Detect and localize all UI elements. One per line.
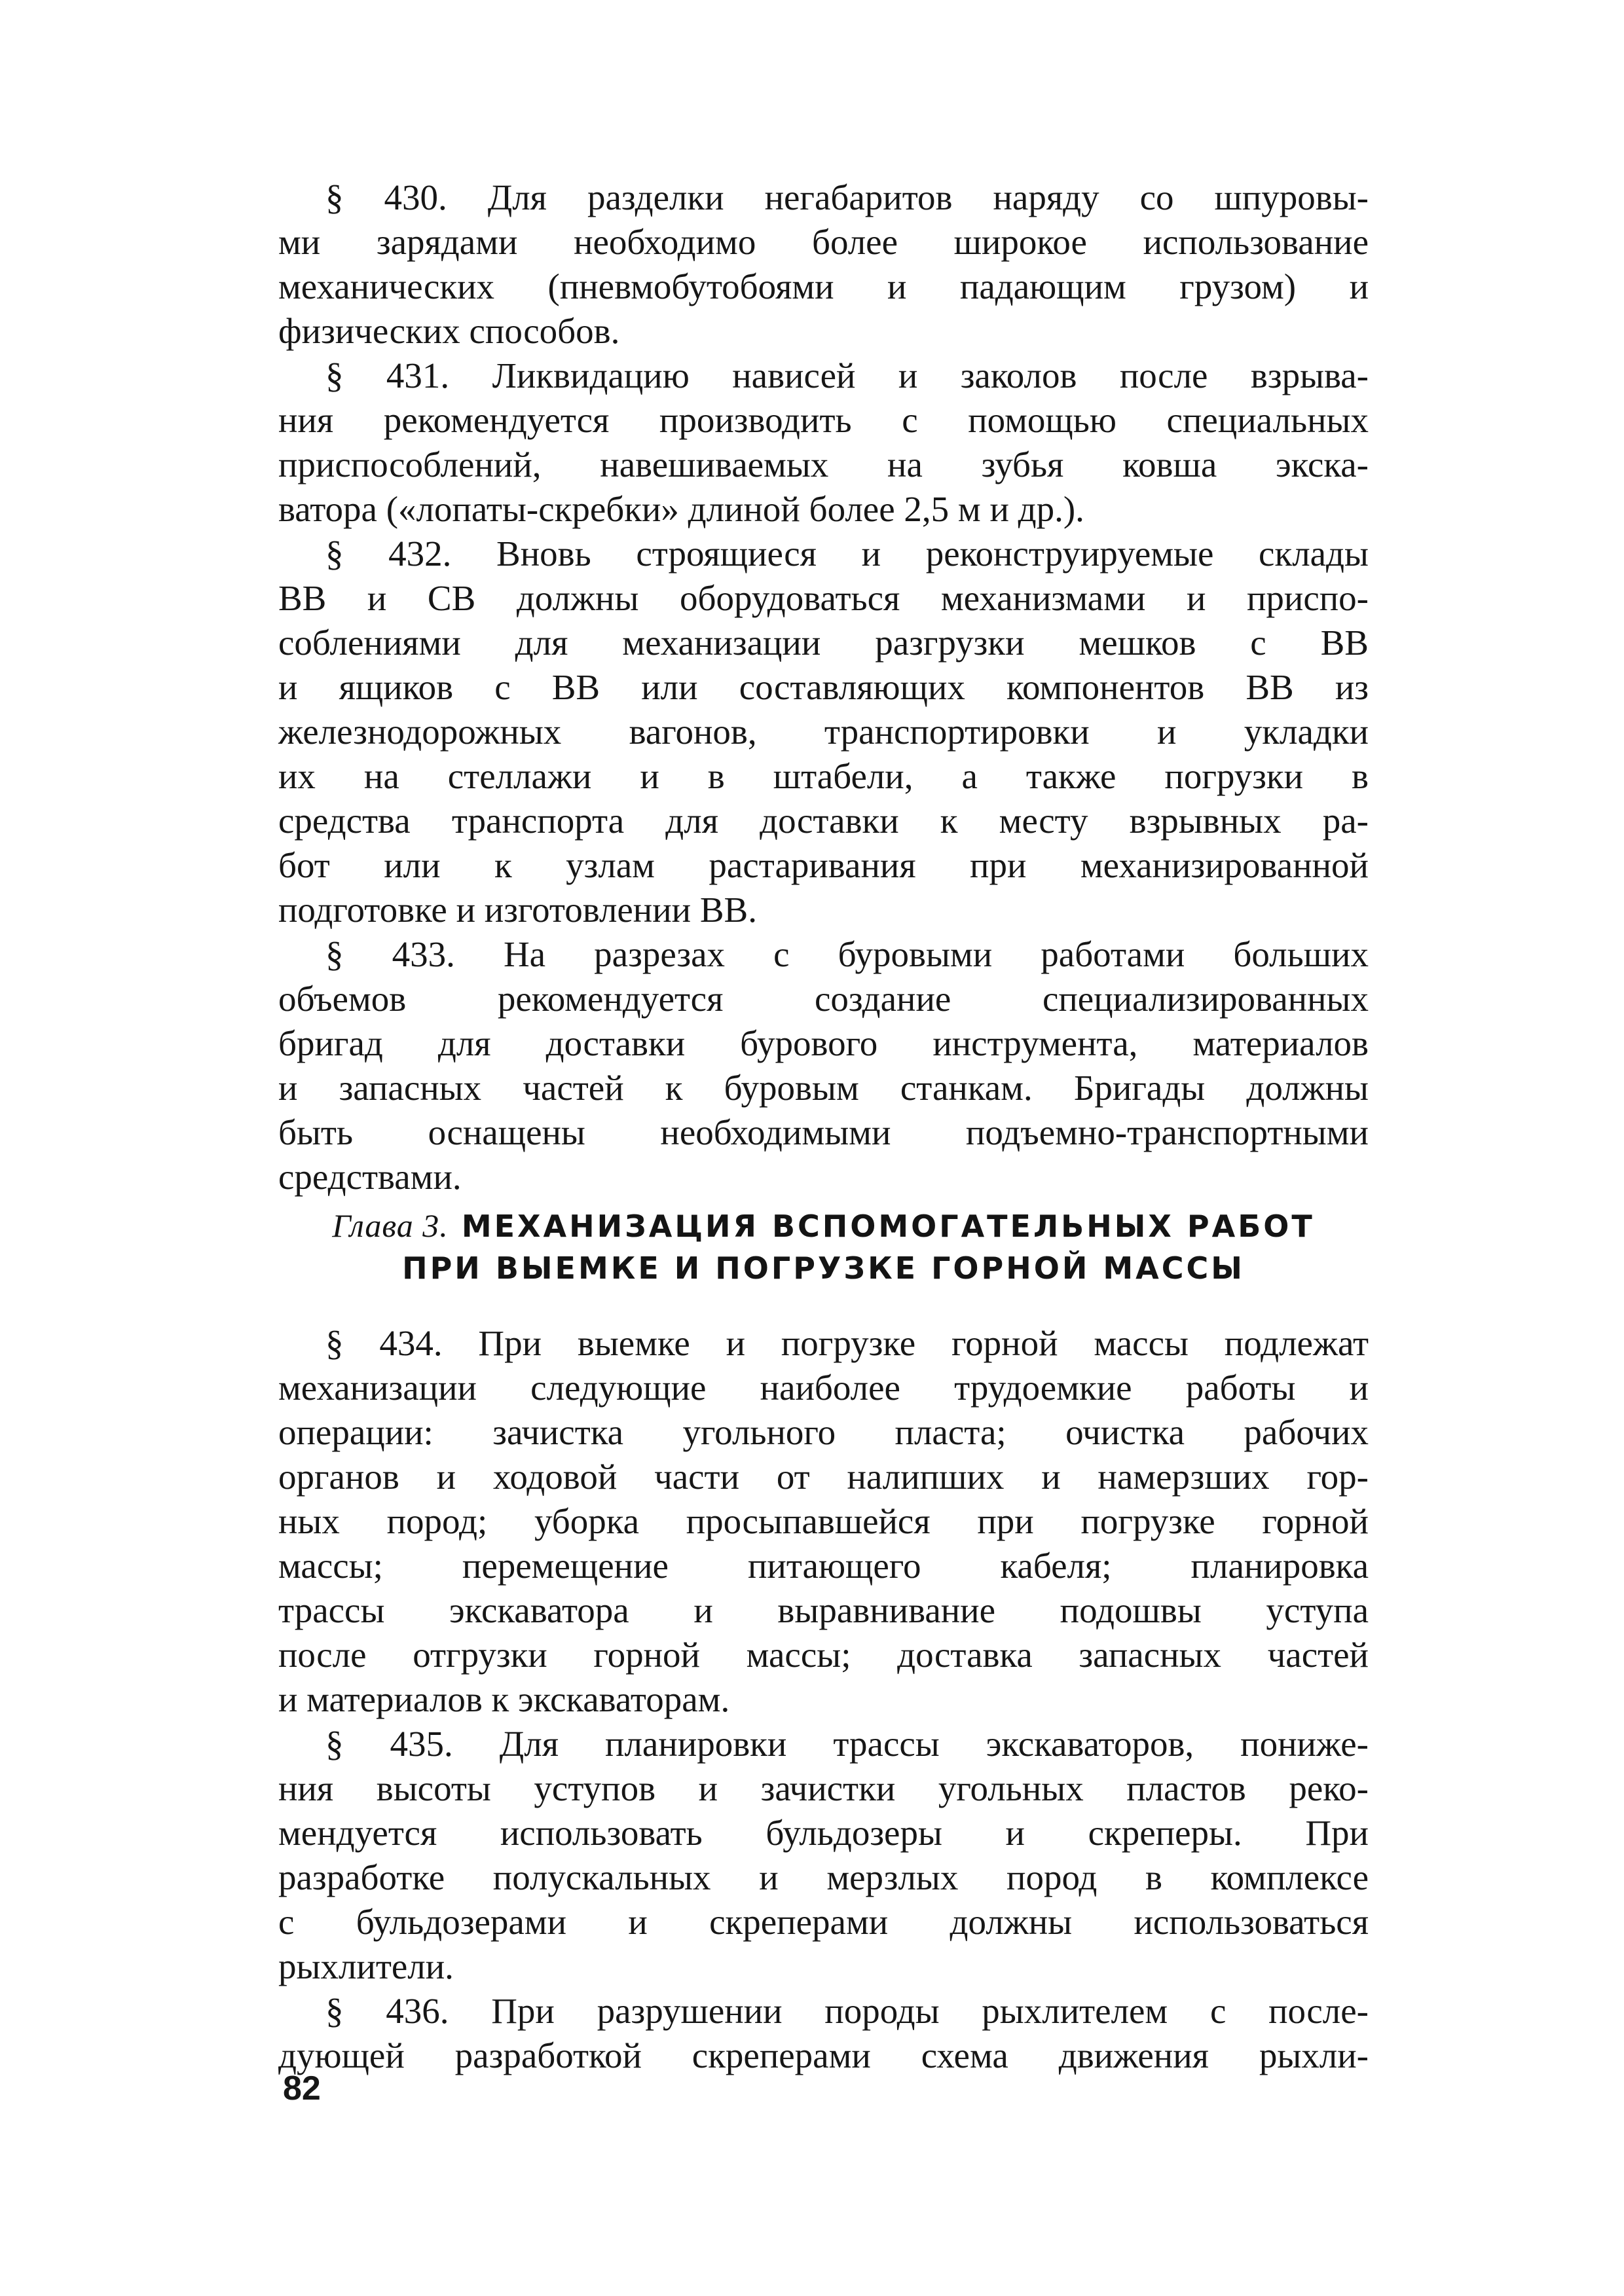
text-line: трассы экскаватора и выравнивание подошвы уступа — [278, 1590, 1369, 1630]
text-line: § 433. На разрезах с буровыми работами больших — [325, 934, 1369, 974]
text-line: массы; перемещение питающего кабеля; планировка — [278, 1546, 1369, 1586]
text-line: и запасных частей к буровым станкам. Бригады должны — [278, 1068, 1369, 1108]
paragraph-436 — [278, 1989, 1369, 2078]
page-number: 82 — [283, 2069, 321, 2107]
text-line: средствами. — [278, 1157, 462, 1197]
text-line: § 432. Вновь строящиеся и реконструируемые склады — [325, 534, 1369, 574]
text-line: органов и ходовой части от налипших и намерзших гор- — [278, 1457, 1369, 1497]
text-line: § 431. Ликвидацию нависей и заколов после взрыва- — [325, 355, 1369, 395]
text-line: железнодорожных вагонов, транспортировки и укладки — [278, 712, 1369, 752]
text-line: физических способов. — [278, 311, 620, 351]
text-line: их на стеллажи и в штабели, а также погрузки в — [278, 756, 1369, 796]
chapter-heading-line-1 — [278, 1205, 1369, 1247]
text-line: рыхлители. — [278, 1946, 454, 1986]
text-line: после отгрузки горной массы; доставка запасных частей — [278, 1635, 1369, 1675]
text-line: ми зарядами необходимо более широкое использование — [278, 222, 1369, 262]
paragraph-435 — [278, 1722, 1369, 1989]
text-line: § 436. При разрушении породы рыхлителем с после- — [325, 1991, 1369, 2031]
text-line: ВВ и СВ должны оборудоваться механизмами и приспо- — [278, 578, 1369, 618]
chapter-title-line-1: МЕХАНИЗАЦИЯ ВСПОМОГАТЕЛЬНЫХ РАБОТ — [461, 1209, 1315, 1244]
text-line: соблениями для механизации разгрузки мешков с ВВ — [278, 623, 1369, 663]
chapter-heading — [278, 1205, 1369, 1289]
paragraph-433 — [278, 932, 1369, 1199]
paragraph-432 — [278, 532, 1369, 932]
text-line: разработке полускальных и мерзлых пород в комплексе — [278, 1857, 1369, 1897]
text-line: бот или к узлам растаривания при механизированной — [278, 845, 1369, 885]
text-line: § 435. Для планировки трассы экскаваторов, пониже- — [325, 1724, 1369, 1764]
text-line: и ящиков с ВВ или составляющих компонентов ВВ из — [278, 667, 1369, 707]
text-line: ных пород; уборка просыпавшейся при погрузке горной — [278, 1501, 1369, 1541]
text-line: ватора («лопаты-скребки» длиной более 2,5 м и др.). — [278, 489, 1084, 529]
text-line: быть оснащены необходимыми подъемно-транспортными — [278, 1112, 1369, 1152]
text-line: с бульдозерами и скреперами должны использоваться — [278, 1902, 1369, 1942]
text-line: ния рекомендуется производить с помощью специальных — [278, 400, 1369, 440]
paragraph-431 — [278, 354, 1369, 532]
paragraph-430 — [278, 175, 1369, 354]
text-line: механических (пневмобутобоями и падающим грузом) и — [278, 266, 1369, 306]
chapter-title-line-2: ПРИ ВЫЕМКЕ И ПОГРУЗКЕ ГОРНОЙ МАССЫ — [402, 1250, 1245, 1286]
text-line: ния высоты уступов и зачистки угольных пластов реко- — [278, 1768, 1369, 1808]
text-line: подготовке и изготовлении ВВ. — [278, 890, 757, 930]
text-line: объемов рекомендуется создание специализированных — [278, 979, 1369, 1019]
top-text-block — [278, 175, 1369, 1199]
text-line: и материалов к экскаваторам. — [278, 1679, 730, 1719]
text-line: § 434. При выемке и погрузке горной массы подлежат — [325, 1323, 1369, 1363]
text-line: бригад для доставки бурового инструмента, материалов — [278, 1023, 1369, 1063]
text-line: механизации следующие наиболее трудоемкие работы и — [278, 1368, 1369, 1408]
paragraph-434 — [278, 1321, 1369, 1722]
text-line: операции: зачистка угольного пласта; очистка рабочих — [278, 1412, 1369, 1452]
bottom-text-block — [278, 1321, 1369, 2078]
text-line: дующей разработкой скреперами схема движения рыхли- — [278, 2035, 1369, 2075]
text-line: § 430. Для разделки негабаритов наряду со шпуровы- — [325, 177, 1369, 217]
text-line: приспособлений, навешиваемых на зубья ковша экска- — [278, 445, 1369, 484]
chapter-label: Глава 3. — [332, 1207, 449, 1244]
text-line: средства транспорта для доставки к месту взрывных ра- — [278, 801, 1369, 841]
text-line: мендуется использовать бульдозеры и скреперы. При — [278, 1813, 1369, 1853]
